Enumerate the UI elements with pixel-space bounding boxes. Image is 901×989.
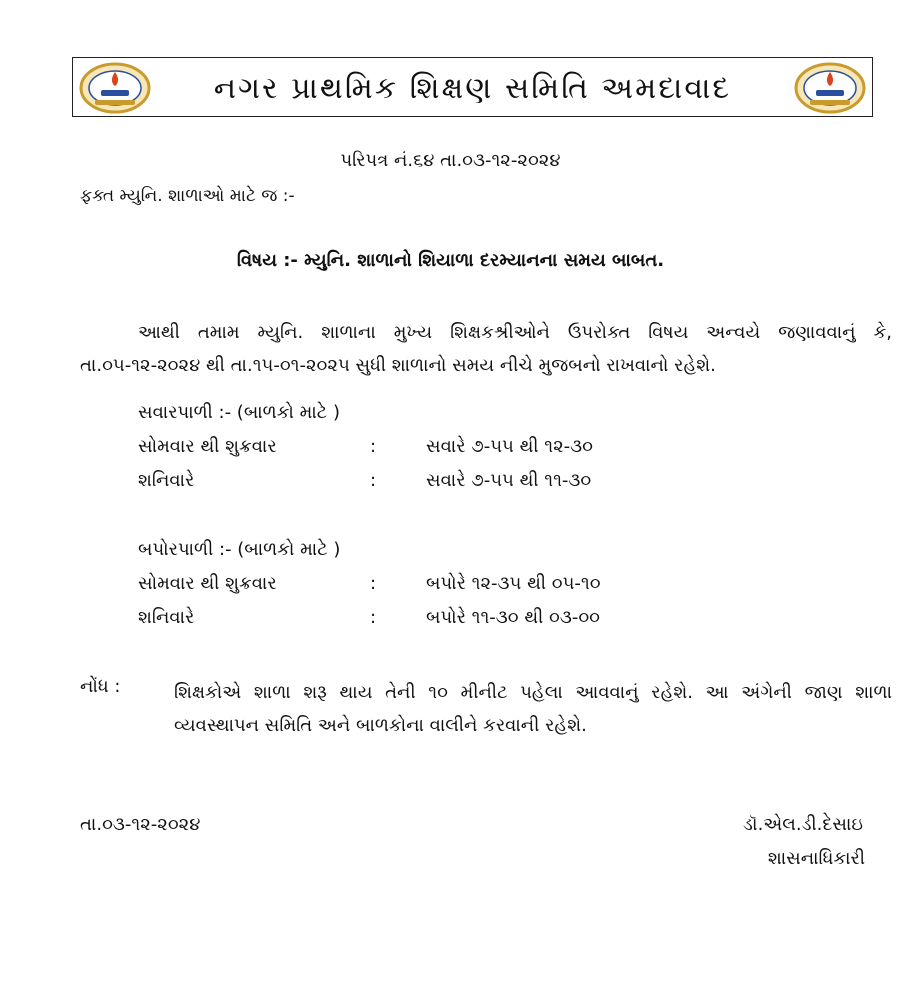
morning-shift-heading: સવારપાળી :- (બાળકો માટે )	[138, 402, 340, 423]
schedule-row	[138, 607, 838, 637]
schedule-day: શનિવારે	[138, 470, 195, 491]
afternoon-shift-heading: બપોરપાળી :- (બાળકો માટે )	[138, 539, 341, 560]
signatory-title: શાસનાધિકારી	[767, 848, 865, 869]
schedule-time: સવારે ૭-૫૫ થી ૧૧-૩૦	[426, 470, 592, 491]
schedule-colon: :	[370, 607, 377, 628]
subject-line: વિષય :- મ્યુનિ. શાળાનો શિયાળા દરમ્યાનના સમય બાબત.	[236, 250, 665, 271]
schedule-time: સવારે ૭-૫૫ થી ૧૨-૩૦	[426, 436, 593, 457]
schedule-day: સોમવાર થી શુક્રવાર	[138, 436, 277, 457]
schedule-colon: :	[370, 436, 377, 457]
schedule-time: બપોરે ૧૧-૩૦ થી ૦૩-૦૦	[426, 607, 601, 628]
schedule-colon: :	[370, 470, 377, 491]
schedule-day: સોમવાર થી શુક્રવાર	[138, 573, 277, 594]
emblem-icon	[794, 62, 866, 114]
note-text: શિક્ષકોએ શાળા શરૂ થાય તેની ૧૦ મીનીટ પહેલા આવવાનું રહેશે. આ અંગેની જાણ શાળા વ્યવસ્થાપન સમિતિ અને બાળકોના વાલીને કરવાની રહેશે.	[174, 682, 892, 736]
letterhead	[72, 57, 873, 117]
issue-date: તા.૦૩-૧૨-૨૦૨૪	[80, 814, 201, 835]
schedule-day: શનિવારે	[138, 607, 195, 628]
emblem-icon	[79, 62, 151, 114]
organization-title: નગર પ્રાથમિક શિક્ષણ સમિતિ અમદાવાદ	[213, 70, 732, 106]
schedule-colon: :	[370, 573, 377, 594]
note-label: નોંધ :	[80, 676, 121, 697]
schedule-row	[138, 436, 838, 466]
schedule-row	[138, 470, 838, 500]
audience-line: ફક્ત મ્યુનિ. શાળાઓ માટે જ :-	[80, 186, 295, 206]
circular-number: પરિપત્ર નં.૬૪ તા.૦૩-૧૨-૨૦૨૪	[340, 150, 561, 171]
schedule-row	[138, 573, 838, 603]
signatory-name: ડૉ.એલ.ડી.દેસાઇ	[743, 814, 863, 835]
schedule-time: બપોરે ૧૨-૩૫ થી ૦૫-૧૦	[426, 573, 601, 594]
body-paragraph: આથી તમામ મ્યુનિ. શાળાના મુખ્ય શિક્ષકશ્રીઓને ઉપરોક્ત વિષય અન્વયે જણાવવાનું કે, તા.૦૫-૧૨-૨૦૨૪ થી તા.૧૫-૦૧-૨૦૨૫ સુધી શાળાનો સમય નીચે મુજબનો રાખવાનો રહેશે.	[80, 322, 892, 376]
